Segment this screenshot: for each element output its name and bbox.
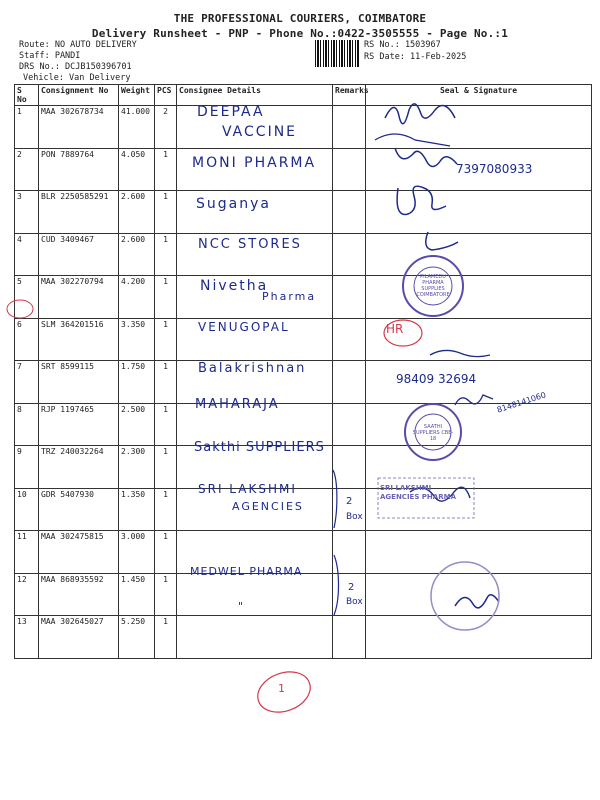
weight-cell: 2.500 <box>119 403 155 446</box>
handwritten-consignee: Pharma <box>262 290 317 303</box>
document-title: THE PROFESSIONAL COURIERS, COIMBATORE <box>173 12 427 25</box>
handwritten-mark: 1 <box>278 682 285 695</box>
consignment-number-cell: SLM 364201516 <box>39 318 119 361</box>
handwritten-consignee: AGENCIES <box>232 500 304 513</box>
handwritten-phone: 98409 32694 <box>396 372 477 386</box>
sno-cell: 4 <box>15 233 39 276</box>
rs-number: RS No.: 1503967 <box>364 40 441 50</box>
handwritten-consignee: MONI PHARMA <box>192 155 317 171</box>
pcs-cell: 1 <box>155 361 177 404</box>
stamp-text: SAATHI SUPPLIERS CBE-18 <box>412 424 454 442</box>
signature-mark <box>455 595 499 608</box>
handwritten-note: HR <box>386 322 404 336</box>
sno-cell: 1 <box>15 106 39 149</box>
consignment-number-cell: CUD 3409467 <box>39 233 119 276</box>
vehicle-label: Vehicle: Van Delivery <box>23 73 131 83</box>
weight-cell: 3.350 <box>119 318 155 361</box>
sno-cell: 13 <box>15 616 39 659</box>
consignment-number-cell: GDR 5407930 <box>39 488 119 531</box>
weight-cell: 2.600 <box>119 233 155 276</box>
column-header: S No <box>15 85 39 106</box>
handwritten-remark-count: 2 <box>348 582 355 593</box>
handwritten-consignee: MEDWEL PHARMA <box>190 565 303 578</box>
column-header: Seal & Signature <box>366 85 592 106</box>
bracket-mark <box>334 555 339 615</box>
handwritten-consignee: DEEPAA <box>197 104 265 120</box>
signature-mark <box>385 104 455 124</box>
handwritten-consignee: VACCINE <box>222 124 298 140</box>
handwritten-consignee: VENUGOPAL <box>198 320 290 334</box>
column-header: Consignment No <box>39 85 119 106</box>
signature-mark <box>455 395 493 405</box>
sno-cell: 10 <box>15 488 39 531</box>
handwritten-consignee: " <box>238 600 246 613</box>
handwritten-consignee: NCC STORES <box>198 237 302 252</box>
staff-label: Staff: PANDI <box>19 51 81 61</box>
pcs-cell: 1 <box>155 446 177 489</box>
handwritten-remark-count: 2 <box>346 496 353 507</box>
weight-cell: 4.200 <box>119 276 155 319</box>
handwritten-consignee: SRI LAKSHMI <box>198 482 297 496</box>
sno-cell: 6 <box>15 318 39 361</box>
rs-date: RS Date: 11-Feb-2025 <box>364 52 467 62</box>
document-subtitle: Delivery Runsheet - PNP - Phone No.:0422-3505555 - Page No.:1 <box>91 27 509 40</box>
handwritten-consignee: MAHARAJA <box>195 397 280 412</box>
weight-cell: 41.000 <box>119 106 155 149</box>
weight-cell: 2.600 <box>119 191 155 234</box>
pcs-cell: 1 <box>155 573 177 616</box>
signature-mark <box>395 148 457 167</box>
consignment-number-cell: MAA 302475815 <box>39 531 119 574</box>
route-label: Route: NO AUTO DELIVERY <box>19 40 137 50</box>
column-header: Consignee Details <box>177 85 333 106</box>
weight-cell: 1.450 <box>119 573 155 616</box>
weight-cell: 5.250 <box>119 616 155 659</box>
weight-cell: 1.750 <box>119 361 155 404</box>
pcs-cell: 1 <box>155 403 177 446</box>
sno-cell: 12 <box>15 573 39 616</box>
drs-label: DRS No.: DCJB150396701 <box>19 62 132 72</box>
weight-cell: 2.300 <box>119 446 155 489</box>
column-header: PCS <box>155 85 177 106</box>
consignment-number-cell: SRT 8599115 <box>39 361 119 404</box>
column-header: Remarks <box>333 85 366 106</box>
sno-cell: 3 <box>15 191 39 234</box>
column-header: Weight <box>119 85 155 106</box>
signature-mark <box>430 350 490 356</box>
sno-cell: 5 <box>15 276 39 319</box>
pcs-cell: 1 <box>155 531 177 574</box>
signature-mark <box>375 134 450 146</box>
weight-cell: 1.350 <box>119 488 155 531</box>
red-circle-mark <box>7 300 33 318</box>
sno-cell: 7 <box>15 361 39 404</box>
signature-mark <box>397 186 446 214</box>
signature-mark <box>426 232 458 250</box>
pcs-cell: 2 <box>155 106 177 149</box>
consignment-number-cell: BLR 2250585291 <box>39 191 119 234</box>
sno-cell: 11 <box>15 531 39 574</box>
consignment-number-cell: MAA 868935592 <box>39 573 119 616</box>
sno-cell: 8 <box>15 403 39 446</box>
handwritten-phone: 8148141060 <box>495 390 548 415</box>
consignment-number-cell: MAA 302645027 <box>39 616 119 659</box>
handwritten-consignee: Sakthi SUPPLIERS <box>194 440 325 455</box>
pcs-cell: 1 <box>155 488 177 531</box>
sno-cell: 2 <box>15 148 39 191</box>
handwritten-remark-unit: Box <box>346 597 363 607</box>
pcs-cell: 1 <box>155 318 177 361</box>
weight-cell: 3.000 <box>119 531 155 574</box>
stamp-text: PILAMEDU PHARMA SUPPLIES COIMBATORE <box>416 274 450 298</box>
pcs-cell: 1 <box>155 233 177 276</box>
handwritten-remark-unit: Box <box>346 512 363 522</box>
handwritten-consignee: Nivetha <box>200 278 269 294</box>
pcs-cell: 1 <box>155 276 177 319</box>
bracket-mark <box>333 470 337 528</box>
consignment-number-cell: MAA 302678734 <box>39 106 119 149</box>
pcs-cell: 1 <box>155 616 177 659</box>
sno-cell: 9 <box>15 446 39 489</box>
weight-cell: 4.050 <box>119 148 155 191</box>
stamp-text: SRI LAKSHMI AGENCIES PHARMA <box>380 484 456 501</box>
pcs-cell: 1 <box>155 191 177 234</box>
consignment-number-cell: TRZ 240032264 <box>39 446 119 489</box>
handwritten-consignee: Balakrishnan <box>198 361 307 376</box>
handwritten-phone: 7397080933 <box>456 162 533 176</box>
consignment-number-cell: RJP 1197465 <box>39 403 119 446</box>
consignment-number-cell: MAA 302270794 <box>39 276 119 319</box>
consignment-number-cell: PON 7889764 <box>39 148 119 191</box>
handwritten-consignee: Suganya <box>196 196 271 212</box>
pcs-cell: 1 <box>155 148 177 191</box>
